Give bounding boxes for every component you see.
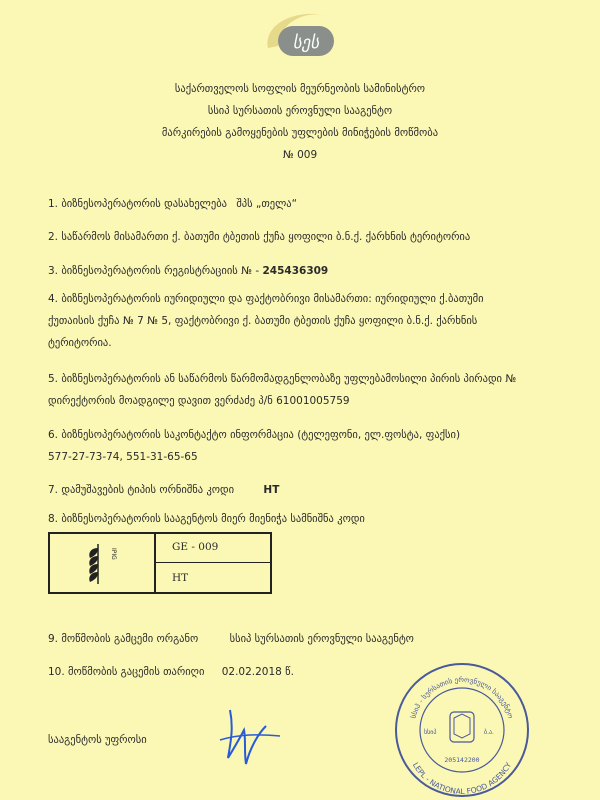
item-1-label: 1. ბიზნესოპერატორის დასახელება (48, 198, 227, 210)
item-10-value: 02.02.2018 წ. (221, 666, 294, 678)
item-9 (48, 628, 568, 650)
stamp-bottom-text: LEPL - NATIONAL FOOD AGENCY (410, 760, 514, 797)
official-stamp-icon (392, 660, 532, 800)
item-4-line-1: 4. ბიზნესოპერატორის იურიდიული და ფაქტობრივი მისამართი: იურიდიული ქ.ბათუმი (48, 293, 484, 305)
item-7-value: HT (263, 484, 280, 496)
code-box-divider (154, 562, 272, 563)
item-5-line-1: 5. ბიზნესოპერატორის ან საწარმოს წარმომადგენლობაზე უფლებამოსილი პირის პირადი № (48, 373, 517, 385)
item-2-label: 2. საწარმოს მისამართი ქ. ბათუმი ტბეთის ქუჩა ყოფილი ბ.ნ.ქ. ქარხნის ტერიტორია (48, 231, 471, 243)
item-4 (48, 288, 568, 354)
item-2 (48, 226, 568, 248)
item-6-line-2: 577-27-73-74, 551-31-65-65 (48, 451, 198, 463)
item-3-label: 3. ბიზნესოპერატორის რეგისტრაციის № - (48, 265, 263, 277)
item-6 (48, 424, 568, 468)
item-8-label: 8. ბიზნესოპერატორის სააგენტოს მიერ მიენიჭა სამნიშნა კოდი (48, 513, 365, 525)
item-10-label: 10. მოწმობის გაცემის თარიღი (48, 666, 205, 678)
item-6-line-1: 6. ბიზნესოპერატორის საკონტაქტო ინფორმაცია (ტელეფონი, ელ.ფოსტა, ფაქსი) (48, 429, 461, 441)
item-7-label: 7. დამუშავების ტიპის ორნიშნა კოდი (48, 484, 235, 496)
signature-icon (200, 690, 290, 770)
svg-text:სსიპ - სურსათის ეროვნული სააგე (410, 675, 515, 720)
stamp-right-text: ბ.ა. (484, 729, 494, 736)
item-1-value: შპს „თელა“ (236, 198, 298, 210)
item-4-line-3: ტერიტორია. (48, 337, 112, 349)
code-box-emblem-cell (48, 532, 156, 594)
wheat-icon (50, 534, 154, 592)
item-9-label: 9. მოწმობის გამცემი ორგანო (48, 633, 199, 645)
certificate-title: მარკირების გამოყენების უფლების მინიჭების მოწმობა (161, 127, 439, 139)
document-header (0, 78, 600, 166)
signer-title: სააგენტოს უფროსი (48, 734, 147, 746)
processing-type-code: HT (172, 572, 189, 584)
stamp-number: 205142200 (444, 756, 480, 764)
stamp-left-text: სსიპ (424, 729, 437, 736)
item-9-value: სსიპ სურსათის ეროვნული სააგენტო (229, 633, 414, 645)
item-3-value: 245436309 (262, 265, 329, 277)
item-7 (48, 479, 568, 501)
item-1 (48, 193, 568, 215)
agency-title: სსიპ სურსათის ეროვნული სააგენტო (207, 105, 393, 117)
item-3 (48, 260, 568, 282)
stamp-top-text: სსიპ - სურსათის ეროვნული სააგენტო (409, 675, 515, 720)
item-8 (48, 508, 568, 530)
item-4-line-2: ქუთაისის ქუჩა № 7 № 5, ფაქტობრივი ქ. ბათუმი ტბეთის ქუჩა ყოფილი ბ.ნ.ქ. ქარხნის (48, 315, 478, 327)
logo-text: სეს (292, 33, 320, 53)
agency-code: GE - 009 (172, 541, 219, 553)
svg-text:LEPL - NATIONAL FOOD AGENCY (411, 761, 513, 797)
emblem-vertical-text: IPIG (110, 548, 117, 560)
agency-logo (258, 8, 348, 78)
ministry-title: საქართველოს სოფლის მეურნეობის სამინისტრო (174, 83, 426, 95)
certificate-number: № 009 (282, 149, 318, 161)
item-5 (48, 368, 568, 412)
item-5-line-2: დირექტორის მოადგილე დავით ვერძაძე პ/ნ 61001005759 (48, 395, 350, 407)
